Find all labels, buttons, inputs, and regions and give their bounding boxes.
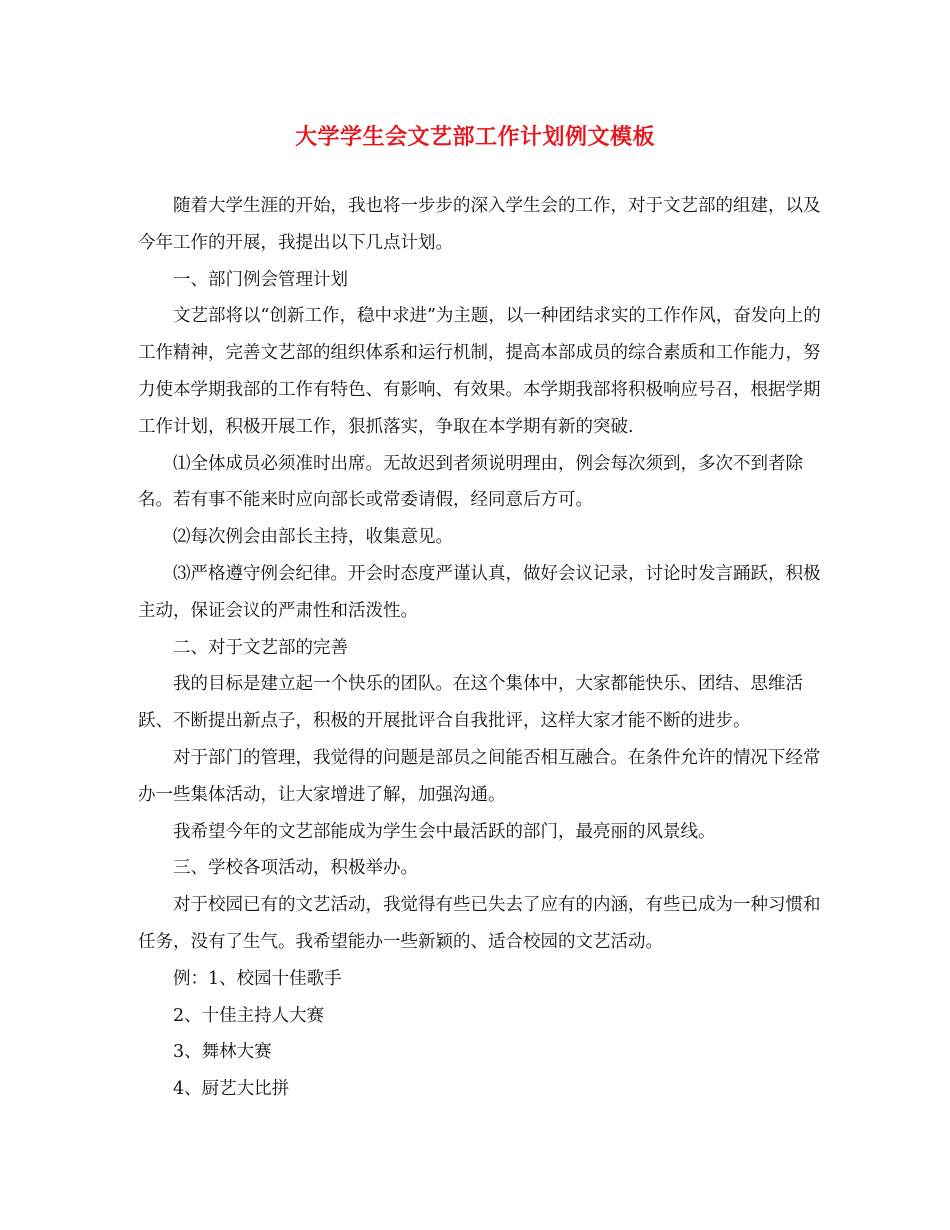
paragraph: 文艺部将以“创新工作，稳中求进”为主题，以一种团结求实的工作作风，奋发向上的工作精神，完善文艺部的组织体系和运行机制，提高本部成员的综合素质和工作能力，努力使本学期我部的工作有特色、有影响、有效果。本学期我部将积极响应号召，根据学期工作计划，积极开展工作，狠抓落实，争取在本学期有新的突破. — [138, 306, 821, 437]
paragraph: 我的目标是建立起一个快乐的团队。在这个集体中，大家都能快乐、团结、思维活跃、不断提出新点子，积极的开展批评合自我批评，这样大家才能不断的进步。 — [138, 674, 803, 732]
document-title: 大学学生会文艺部工作计划例文模板 — [294, 124, 655, 150]
paragraph: 对于部门的管理，我觉得的问题是部员之间能否相互融合。在条件允许的情况下经常办一些集体活动，让大家增进了解，加强沟通。 — [138, 747, 821, 805]
section-heading-2: 二、对于文艺部的完善 — [173, 637, 348, 658]
paragraph-intro: 随着大学生涯的开始，我也将一步步的深入学生会的工作，对于文艺部的组建，以及今年工作的开展，我提出以下几点计划。 — [138, 196, 821, 253]
list-item: ⑴全体成员必须准时出席。无故迟到者须说明理由，例会每次须到，多次不到者除名。若有事不能来时应向部长或常委请假，经同意后方可。 — [138, 453, 803, 511]
paragraph: 对于校园已有的文艺活动，我觉得有些已失去了应有的内涵，有些已成为一种习惯和任务，没有了生气。我希望能办一些新颖的、适合校园的文艺活动。 — [138, 895, 821, 952]
paragraph: 我希望今年的文艺部能成为学生会中最活跃的部门，最亮丽的风景线。 — [173, 821, 716, 842]
section-heading-3: 三、学校各项活动，积极举办。 — [173, 858, 418, 879]
list-item: ⑵每次例会由部长主持，收集意见。 — [173, 527, 453, 548]
document-body — [138, 188, 822, 1108]
list-item: 例：1、校园十佳歌手 — [173, 968, 342, 989]
section-heading-1: 一、部门例会管理计划 — [173, 269, 348, 290]
list-item: ⑶严格遵守例会纪律。开会时态度严谨认真，做好会议记录，讨论时发言踊跃，积极主动，保证会议的严肃性和活泼性。 — [138, 563, 821, 621]
list-item: 2、十佳主持人大赛 — [173, 1005, 325, 1026]
list-item: 4、厨艺大比拼 — [173, 1079, 290, 1100]
list-item: 3、舞林大赛 — [173, 1042, 272, 1063]
